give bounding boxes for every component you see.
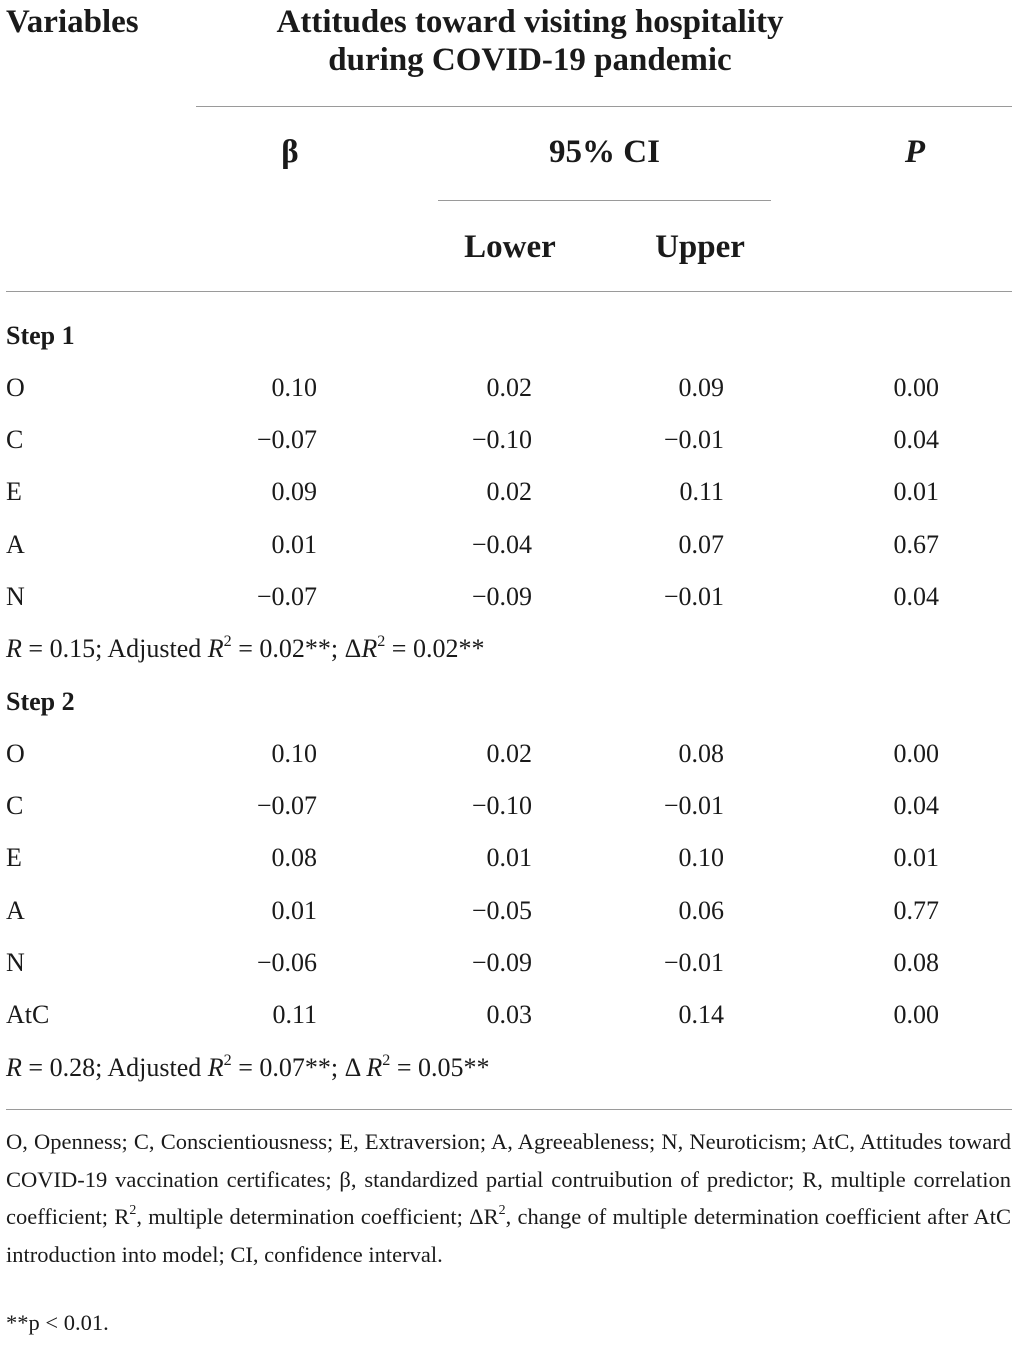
step1-summary-delta-r2: 0.02** [412,634,485,663]
step1-label: Step 1 [6,321,75,350]
cell-var: A [6,895,25,925]
header-rule-bottom [6,291,1012,292]
header-lower: Lower [464,229,556,265]
cell-var: E [6,843,22,873]
header-rule-top [196,106,1012,107]
cell-lower: 0.03 [486,1000,532,1029]
cell-p: 0.00 [893,739,939,768]
cell-upper: 0.11 [679,477,724,507]
cell-p: 0.04 [893,425,939,455]
cell-upper: 0.08 [678,739,724,768]
cell-p: 0.00 [893,373,939,402]
cell-lower: 0.02 [486,373,532,402]
step1-summary-adj-r2: 0.02** [259,634,331,663]
header-upper: Upper [655,229,745,265]
footnote-text-a: O, Openness; C, Conscientiousness; E, Extraversion; A, Agreeableness; N, Neuroticism; AtC, Attitudes toward COVID-19 vaccination certificates; β, standardized partial contruibution of predictor; R, multiple correlation coefficient; R [6,1129,1011,1229]
cell-beta: −0.07 [256,581,317,611]
cell-beta: 0.10 [271,373,317,402]
cell-beta: 0.08 [271,843,317,873]
cell-beta: −0.07 [256,791,317,821]
cell-beta: 0.10 [271,739,317,768]
step2-summary-delta-r2: 0.05** [418,1053,490,1082]
header-beta: β [281,134,299,170]
cell-upper: −0.01 [663,425,724,455]
cell-p: 0.08 [893,947,939,977]
cell-beta: 0.11 [272,1000,317,1029]
header-variables: Variables [6,4,139,40]
cell-p: 0.04 [893,581,939,611]
cell-upper: 0.06 [678,895,724,925]
step2-summary-adj-r2: 0.07** [259,1053,331,1082]
cell-upper: 0.07 [678,529,724,559]
cell-var: O [6,373,25,402]
step2-summary-r: 0.28 [49,1053,96,1082]
cell-upper: −0.01 [663,581,724,611]
cell-p: 0.00 [893,1000,939,1029]
cell-p: 0.01 [893,843,939,873]
cell-beta: 0.01 [271,895,317,925]
step1-summary-r: 0.15 [49,634,96,663]
cell-lower: 0.02 [486,477,532,507]
cell-var: N [6,581,25,611]
cell-upper: −0.01 [663,791,724,821]
cell-p: 0.01 [893,477,939,507]
cell-lower: −0.09 [471,947,532,977]
cell-p: 0.77 [893,895,939,925]
footnote-text-c: , change of multiple determination coefficient after AtC introduction into model; CI, confidence interval. [6,1204,1011,1267]
cell-upper: 0.10 [678,843,724,873]
cell-upper: 0.09 [678,373,724,402]
footnote-significance: **p < 0.01. [6,1310,109,1335]
cell-beta: 0.09 [271,477,317,507]
cell-var: AtC [6,1000,50,1029]
cell-lower: −0.04 [471,529,532,559]
cell-lower: 0.02 [486,739,532,768]
cell-lower: 0.01 [486,843,532,873]
cell-upper: 0.14 [678,1000,724,1029]
cell-p: 0.67 [893,529,939,559]
step2-summary: R = 0.28; Adjusted $R^2 = 0.07**$; Δ $R^2 = 0.05**$ [6,1051,490,1082]
step2-label: Step 2 [6,687,75,716]
cell-beta: 0.01 [271,529,317,559]
cell-var: O [6,739,25,768]
header-title-line1: Attitudes toward visiting hospitality [276,4,784,40]
cell-lower: −0.09 [471,581,532,611]
cell-lower: −0.10 [471,791,532,821]
cell-beta: −0.06 [256,947,317,977]
footer-rule [6,1109,1012,1110]
header-title-line2: during COVID-19 pandemic [328,42,732,78]
cell-var: N [6,947,25,977]
cell-lower: −0.05 [471,895,532,925]
header-rule-ci [438,200,771,201]
cell-lower: −0.10 [471,425,532,455]
cell-var: E [6,477,22,507]
cell-var: C [6,791,24,821]
header-ci: 95% CI [549,134,660,170]
cell-var: C [6,425,24,455]
step1-summary: R = 0.15; Adjusted $R^2 = 0.02**$; $\Delta R^2 = 0.02**$ [6,632,485,663]
footnote-abbreviations: O, Openness; C, Conscientiousness; E, Extraversion; A, Agreeableness; N, Neuroticism; AtC, Attitudes toward COVID-19 vaccination certificates; β, standardized partial contruibution of predictor; R, multiple correlation coefficient; $R^2$, multiple determination coefficient; $\Delta R^2$, change of multiple determination coefficient after AtC introduction into model; CI, confidence interval. [6,1129,1011,1267]
cell-var: A [6,529,25,559]
cell-upper: −0.01 [663,947,724,977]
footnote-text-b: , multiple determination coefficient; ΔR [136,1204,499,1229]
cell-beta: −0.07 [256,425,317,455]
cell-p: 0.04 [893,791,939,821]
header-p: P [904,134,926,170]
